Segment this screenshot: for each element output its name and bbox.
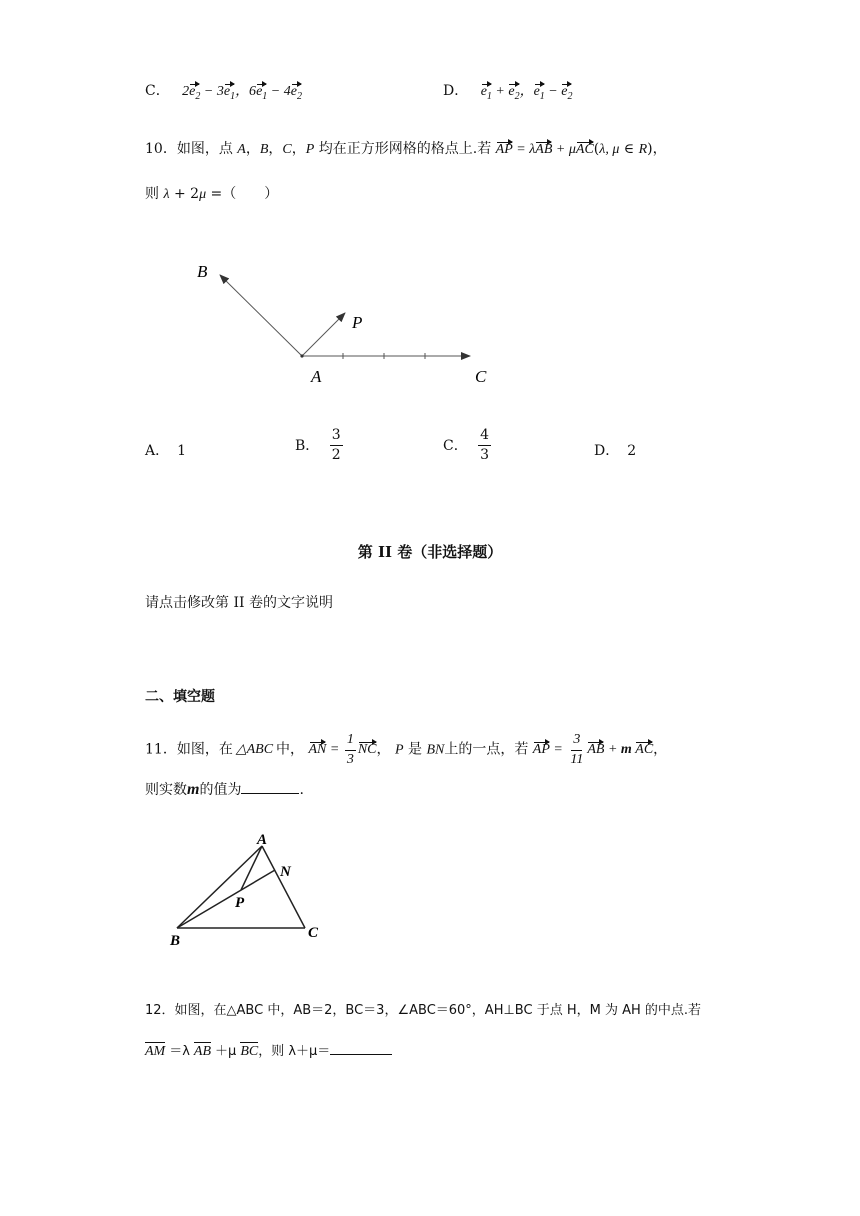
q10-vector-figure [180, 250, 510, 390]
option-label: D． [443, 83, 469, 99]
label-p: P [235, 895, 245, 911]
label-b: B [197, 262, 208, 281]
q9-option-c [145, 80, 302, 102]
q11-stem-2 [145, 779, 304, 799]
fraction [330, 428, 343, 462]
q10-option-b [295, 428, 345, 462]
label-b: B [170, 933, 181, 949]
q10-stem-2 [145, 183, 278, 203]
vector-am: AM [145, 1044, 166, 1059]
option-label: B． [295, 438, 320, 455]
answer-blank[interactable] [241, 781, 299, 794]
denominator: 3 [480, 446, 490, 463]
q10-option-a [145, 440, 186, 460]
denominator: 3 [346, 751, 354, 767]
q12-stem: 12．如图，在△ABC 中，AB＝2，BC＝3，∠ABC＝60°，AH⊥BC 于点 H，M 为 AH 的中点.若 [145, 1003, 702, 1018]
q10-option-c [443, 428, 493, 462]
q11-text: 的值为 [199, 782, 242, 798]
vector-ab [220, 275, 302, 356]
segment-bn: BN [426, 742, 445, 758]
fraction [345, 733, 356, 767]
label-p: P [352, 313, 363, 332]
q12-text: ＝λ [169, 1044, 190, 1059]
vector-ab: AB [193, 1044, 212, 1059]
part-title: 二、填空题 [145, 689, 215, 705]
q9-option-c-expr: $2e_2 - 3e_1$，$6e_1 - 4e_2$ [182, 84, 302, 102]
label-n: N [280, 864, 291, 880]
option-label: D． [594, 443, 620, 459]
option-value: 2 [627, 443, 637, 459]
q10-stem-2-text: 则 λ + 2μ =（ ） [145, 186, 279, 202]
q11-text: 如图，在 [176, 741, 233, 758]
q11-text: 中， [276, 741, 305, 758]
segment-ac [262, 846, 305, 928]
q11-text: ， [376, 741, 391, 758]
variable-m: m [187, 781, 200, 798]
option-label: A． [145, 443, 170, 459]
numerator: 1 [345, 733, 356, 751]
q11-text: 则实数 [145, 782, 187, 798]
answer-blank[interactable] [330, 1042, 392, 1055]
denominator: 11 [570, 751, 584, 767]
option-label: C． [443, 438, 468, 455]
q12-text: ，则 λ＋μ＝ [258, 1044, 331, 1059]
label-a: A [311, 367, 322, 386]
segment-ab [177, 846, 262, 928]
q11-stem [145, 733, 667, 767]
option-value: 1 [177, 443, 187, 459]
triangle-name: △ABC [235, 742, 274, 758]
option-label: C． [145, 83, 170, 99]
q11-text: 是 [408, 741, 422, 758]
point-p: P [394, 742, 404, 758]
section-title: 第 II 卷（非选择题） [357, 543, 503, 561]
question-number: 10． [145, 141, 177, 157]
vector-bc: BC [240, 1044, 259, 1059]
q11-text: . [299, 782, 304, 798]
label-c: C [308, 925, 319, 941]
q12-stem-2 [145, 1040, 392, 1060]
q11-eq1: AN = $\frac{1}{3}$ NC [308, 732, 377, 767]
numerator: 3 [571, 733, 582, 751]
label-a: A [257, 832, 268, 848]
q11-text: ， [653, 741, 668, 758]
q10-stem [145, 138, 667, 158]
q9-option-d [443, 80, 572, 102]
q9-option-d-expr: $e_1 + e_2$，$e_1 - e_2$ [480, 84, 573, 102]
vector-ap [302, 313, 345, 356]
fraction [478, 428, 491, 462]
section-note[interactable]: 请点击修改第 II 卷的文字说明 [145, 595, 333, 611]
numerator: 4 [478, 428, 491, 446]
q12-text: ＋μ [215, 1044, 237, 1059]
fraction [568, 733, 585, 767]
q10-option-d [594, 440, 636, 460]
label-c: C [475, 367, 487, 386]
numerator: 3 [330, 428, 343, 446]
segment-bn [177, 870, 275, 928]
denominator: 2 [331, 446, 341, 463]
point-a [300, 354, 303, 357]
q10-stem-text: 如图，点 A，B，C，P 均在正方形网格的格点上.若 AP = λAB + μAC(λ, μ ∈ R)， [176, 141, 667, 157]
q11-triangle-figure [165, 828, 335, 953]
q11-text: 上的一点，若 [444, 741, 529, 758]
q11-eq2: AP = $\frac{3}{11}$ AB + m AC [532, 732, 654, 767]
question-number: 11． [145, 741, 177, 758]
